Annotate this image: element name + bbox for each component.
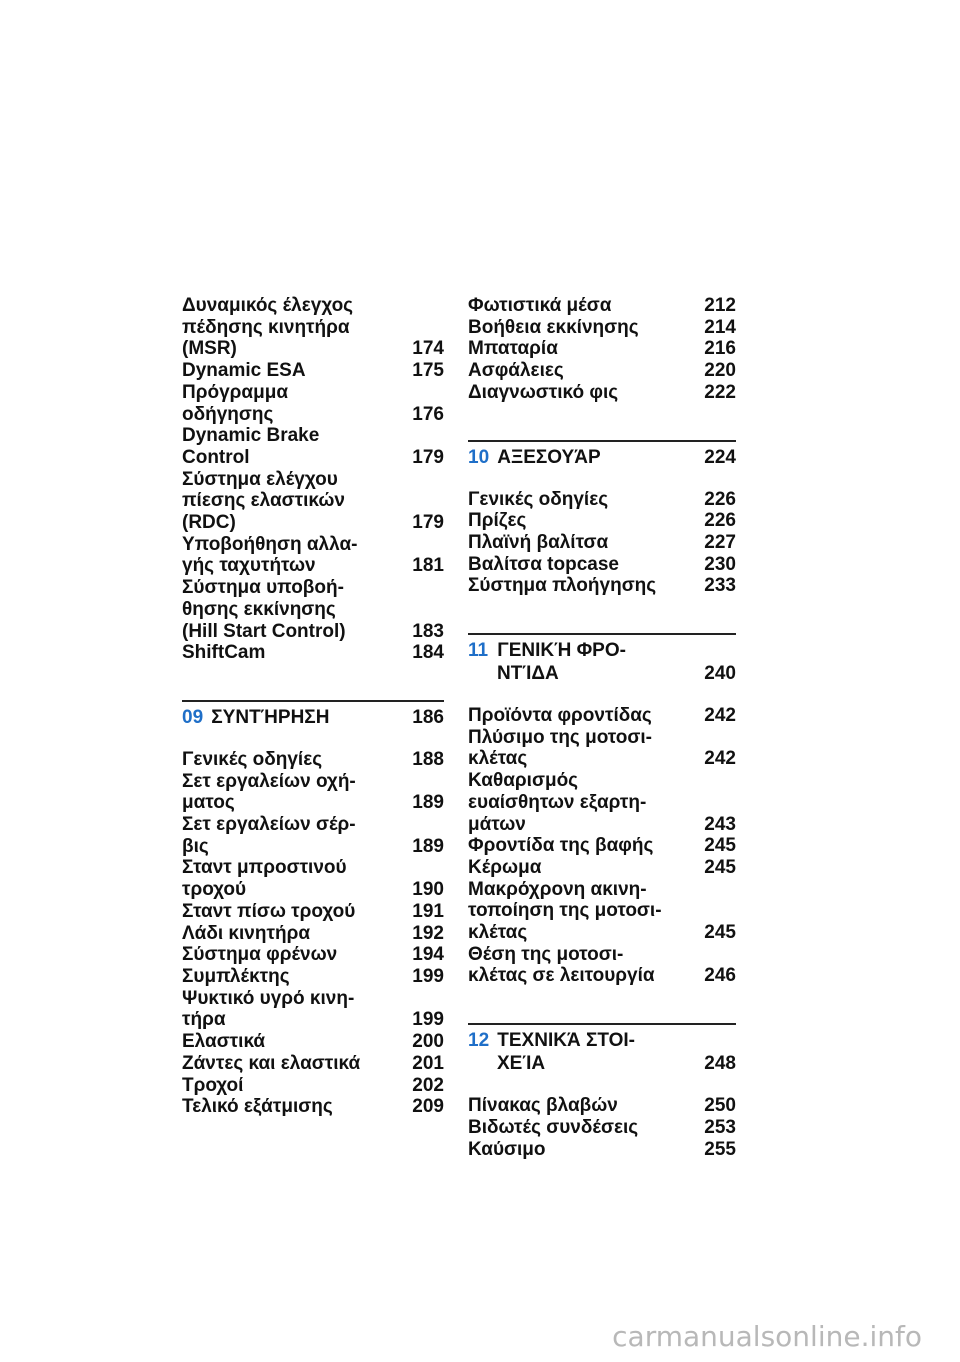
toc-entry-page: 175: [412, 360, 444, 382]
toc-entry[interactable]: [182, 1075, 444, 1097]
toc-entry-page: 246: [704, 965, 736, 987]
toc-entry[interactable]: [182, 944, 444, 966]
toc-entry[interactable]: [468, 814, 736, 836]
toc-entry-page: 189: [412, 835, 444, 857]
section-header-09[interactable]: [182, 700, 444, 729]
toc-entry: [468, 944, 736, 966]
toc-column-right: [468, 295, 736, 1160]
toc-entry-page: 181: [412, 555, 444, 577]
section-title: ΤΕΧΝΙΚΆ ΣΤΟΙ-: [497, 1030, 636, 1052]
section-title-wrap: [182, 706, 329, 729]
toc-entry-page: 245: [704, 922, 736, 944]
toc-entry[interactable]: [182, 621, 444, 643]
toc-entry-text: Ελαστικά: [182, 1031, 266, 1053]
toc-entry-page: 179: [412, 446, 444, 468]
toc-entry-page: 189: [412, 792, 444, 814]
toc-entry-text: Σύστημα φρένων: [182, 944, 338, 966]
toc-entry-text: γής ταχυτήτων: [182, 555, 316, 577]
toc-entry-page: 190: [412, 879, 444, 901]
toc-entry[interactable]: [182, 360, 444, 382]
toc-entry-page: 199: [412, 965, 444, 987]
toc-entry-page: 179: [412, 512, 444, 534]
section-page: 186: [412, 706, 444, 728]
section-title: ΓΕΝΙΚΉ ΦΡΟ-: [497, 640, 626, 662]
toc-entry[interactable]: [182, 1031, 444, 1053]
section-page: 224: [704, 446, 736, 468]
toc-entry-text: Φωτιστικά μέσα: [468, 295, 612, 316]
toc-entry[interactable]: [468, 532, 736, 554]
toc-entry-text: Σετ εργαλείων οχή-: [182, 770, 356, 792]
toc-entry-text: τροχού: [182, 879, 247, 901]
toc-group: [182, 749, 444, 1118]
toc-entry-text: τοποίηση της μοτοσι-: [468, 900, 662, 922]
section-line: [468, 662, 736, 685]
toc-entry[interactable]: [468, 295, 736, 317]
toc-entry-text: Πρόγραμμα: [182, 381, 289, 403]
toc-entry[interactable]: [182, 555, 444, 577]
toc-entry: [182, 857, 444, 879]
toc-entry: [182, 425, 444, 447]
toc-entry-text: Τελικό εξάτμισης: [182, 1096, 333, 1118]
toc-entry-page: 174: [412, 338, 444, 360]
toc-entry[interactable]: [182, 879, 444, 901]
toc-entry-page: 222: [704, 381, 736, 403]
toc-entry-text: Πίνακας βλαβών: [468, 1095, 618, 1117]
toc-entry[interactable]: [468, 748, 736, 770]
toc-entry[interactable]: [468, 510, 736, 532]
toc-entry: [468, 792, 736, 814]
toc-entry[interactable]: [182, 447, 444, 469]
section-line: [182, 706, 444, 729]
toc-entry-text: Σταντ πίσω τροχού: [182, 900, 356, 922]
toc-entry-page: 199: [412, 1009, 444, 1031]
toc-entry[interactable]: [182, 1096, 444, 1118]
toc-entry[interactable]: [468, 575, 736, 597]
toc-entry-page: 183: [412, 620, 444, 642]
toc-entry[interactable]: [182, 792, 444, 814]
toc-entry-page: 255: [704, 1138, 736, 1160]
toc-entry-text: Dynamic Brake: [182, 425, 320, 447]
toc-entry-text: βις: [182, 835, 209, 857]
toc-entry-text: Θέση της μοτοσι-: [468, 943, 624, 965]
toc-entry-text: θησης εκκίνησης: [182, 598, 336, 620]
toc-entry-text: οδήγησης: [182, 403, 274, 425]
toc-entry-page: 192: [412, 922, 444, 944]
toc-entry-text: Γενικές οδηγίες: [182, 748, 323, 770]
toc-entry: [182, 382, 444, 404]
toc-entry-text: Ψυκτικό υγρό κινη-: [182, 987, 355, 1009]
toc-entry-page: 209: [412, 1096, 444, 1118]
toc-entry-text: μάτων: [468, 813, 526, 835]
section-header-10[interactable]: [468, 440, 736, 469]
toc-entry: [182, 814, 444, 836]
toc-entry-text: (RDC): [182, 512, 236, 534]
toc-entry[interactable]: [182, 512, 444, 534]
toc-entry-text: ShiftCam: [182, 642, 266, 664]
section-header-12[interactable]: [468, 1023, 736, 1075]
toc-entry[interactable]: [468, 554, 736, 576]
toc-entry-page: 227: [704, 531, 736, 553]
toc-group: [468, 705, 736, 987]
toc-entry[interactable]: [468, 317, 736, 339]
toc-entry[interactable]: [468, 360, 736, 382]
section-page: 248: [704, 1053, 736, 1075]
toc-entry-page: 253: [704, 1116, 736, 1138]
toc-entry-text: Κέρωμα: [468, 856, 542, 878]
toc-entry: [182, 469, 444, 491]
toc-entry-text: Ασφάλειες: [468, 360, 564, 382]
toc-entry-text: Dynamic ESA: [182, 360, 306, 382]
toc-group: [182, 295, 444, 664]
toc-entry-text: (MSR): [182, 338, 237, 360]
toc-entry[interactable]: [468, 835, 736, 857]
watermark-text: carmanualsonline.info: [612, 1320, 922, 1353]
section-line: [468, 639, 736, 662]
toc-entry-text: Μακρόχρονη ακινη-: [468, 878, 647, 900]
section-header-11[interactable]: [468, 633, 736, 685]
toc-entry-text: κλέτας: [468, 922, 528, 944]
toc-entry-page: 230: [704, 553, 736, 575]
section-number: 12: [468, 1030, 490, 1052]
toc-entry: [182, 534, 444, 556]
toc-entry-text: Σύστημα υποβοή-: [182, 577, 344, 599]
toc-entry-text: Καθαρισμός: [468, 770, 579, 792]
toc-entry-page: 250: [704, 1095, 736, 1117]
toc-entry-text: Τροχοί: [182, 1074, 244, 1096]
toc-entry[interactable]: [468, 1139, 736, 1161]
toc-entry-text: Βιδωτές συνδέσεις: [468, 1116, 639, 1138]
toc-entry-text: Control: [182, 446, 250, 468]
toc-entry[interactable]: [182, 923, 444, 945]
section-title-wrap: [468, 639, 626, 662]
toc-entry-text: Δυναμικός έλεγχος: [182, 295, 354, 316]
toc-group: [468, 489, 736, 598]
toc-group: [468, 295, 736, 404]
toc-entry[interactable]: [182, 749, 444, 771]
toc-entry-text: Υποβοήθηση αλλα-: [182, 533, 358, 555]
toc-entry-page: 202: [412, 1074, 444, 1096]
section-line: [468, 446, 736, 469]
toc-entry[interactable]: [468, 489, 736, 511]
toc-entry[interactable]: [182, 966, 444, 988]
toc-entry-text: Γενικές οδηγίες: [468, 488, 609, 510]
toc-entry-page: 226: [704, 510, 736, 532]
toc-entry: [182, 317, 444, 339]
toc-entry[interactable]: [468, 382, 736, 404]
toc-entry-text: Σύστημα ελέγχου: [182, 468, 338, 490]
toc-entry: [468, 879, 736, 901]
toc-entry-text: Φροντίδα της βαφής: [468, 835, 654, 857]
section-number: 11: [468, 640, 489, 662]
toc-entry-page: 220: [704, 360, 736, 382]
toc-entry-page: 214: [704, 316, 736, 338]
toc-entry-text: Μπαταρία: [468, 338, 558, 360]
toc-entry-text: Διαγνωστικό φις: [468, 381, 619, 403]
section-title-cont: ΧΕΊΑ: [497, 1053, 546, 1075]
toc-entry[interactable]: [182, 642, 444, 664]
toc-entry[interactable]: [468, 705, 736, 727]
toc-entry-text: κλέτας σε λειτουργία: [468, 965, 655, 987]
toc-entry: [182, 295, 444, 317]
watermark: [0, 1320, 960, 1353]
toc-entry-page: 216: [704, 338, 736, 360]
section-line: [468, 1029, 736, 1052]
toc-entry-page: 176: [412, 403, 444, 425]
toc-entry-text: Λάδι κινητήρα: [182, 922, 310, 944]
section-title-wrap: [468, 446, 601, 469]
toc-entry[interactable]: [182, 901, 444, 923]
toc-entry[interactable]: [182, 338, 444, 360]
toc-entry-text: Πλύσιμο της μοτοσι-: [468, 726, 652, 748]
toc-entry-page: 212: [704, 295, 736, 316]
toc-entry-text: Συμπλέκτης: [182, 965, 290, 987]
toc-entry-text: Σταντ μπροστινού: [182, 857, 347, 879]
toc-entry[interactable]: [182, 1053, 444, 1075]
toc-entry: [468, 727, 736, 749]
toc-column-left: [182, 295, 444, 1118]
toc-entry-page: 226: [704, 488, 736, 510]
toc-entry-text: Βαλίτσα topcase: [468, 553, 619, 575]
section-title-cont: ΝΤΊΔΑ: [497, 663, 559, 685]
toc-entry-text: Σετ εργαλείων σέρ-: [182, 814, 356, 836]
section-title: ΣΥΝΤΉΡΗΣΗ: [211, 706, 330, 728]
toc-entry-page: 242: [704, 748, 736, 770]
section-page: 240: [704, 663, 736, 685]
toc-entry: [182, 599, 444, 621]
toc-entry[interactable]: [468, 338, 736, 360]
toc-entry[interactable]: [468, 922, 736, 944]
toc-entry-page: 201: [412, 1052, 444, 1074]
toc-entry: [182, 577, 444, 599]
toc-entry[interactable]: [468, 965, 736, 987]
toc-entry[interactable]: [182, 404, 444, 426]
toc-entry-page: 191: [412, 900, 444, 922]
toc-entry-page: 194: [412, 944, 444, 966]
section-title-wrap: [468, 1029, 635, 1052]
toc-entry[interactable]: [468, 857, 736, 879]
toc-entry: [182, 490, 444, 512]
toc-entry-text: Ζάντες και ελαστικά: [182, 1052, 361, 1074]
toc-entry-text: Προϊόντα φροντίδας: [468, 705, 652, 727]
toc-entry[interactable]: [182, 836, 444, 858]
toc-entry-text: (Hill Start Control): [182, 620, 346, 642]
toc-entry-page: 245: [704, 835, 736, 857]
toc-entry-text: τήρα: [182, 1009, 226, 1031]
toc-entry-page: 184: [412, 642, 444, 664]
toc-entry-text: κλέτας: [468, 748, 528, 770]
toc-entry-page: 200: [412, 1031, 444, 1053]
toc-entry-text: Πρίζες: [468, 510, 527, 532]
toc-entry: [182, 988, 444, 1010]
toc-entry-text: Σύστημα πλοήγησης: [468, 575, 657, 597]
toc-entry-text: Πλαϊνή βαλίτσα: [468, 531, 609, 553]
toc-entry-text: ευαίσθητων εξαρτη-: [468, 791, 647, 813]
toc-entry-page: 242: [704, 705, 736, 727]
section-number: 10: [468, 446, 490, 468]
toc-entry: [468, 900, 736, 922]
toc-entry-page: 188: [412, 748, 444, 770]
toc-entry-page: 243: [704, 813, 736, 835]
toc-entry-text: Βοήθεια εκκίνησης: [468, 316, 639, 338]
toc-entry: [468, 770, 736, 792]
toc-entry[interactable]: [468, 1117, 736, 1139]
toc-group: [468, 1095, 736, 1160]
toc-entry[interactable]: [182, 1009, 444, 1031]
toc-entry-text: ματος: [182, 792, 235, 814]
toc-entry-text: πέδησης κινητήρα: [182, 316, 350, 338]
toc-entry-page: 233: [704, 575, 736, 597]
toc-entry-text: Καύσιμο: [468, 1138, 546, 1160]
toc-entry[interactable]: [468, 1095, 736, 1117]
toc-entry: [182, 771, 444, 793]
section-title: ΑΞΕΣΟΥΆΡ: [497, 446, 601, 468]
toc-entry-text: πίεσης ελαστικών: [182, 490, 345, 512]
toc-entry-page: 245: [704, 856, 736, 878]
section-line: [468, 1052, 736, 1075]
section-number: 09: [182, 706, 204, 728]
